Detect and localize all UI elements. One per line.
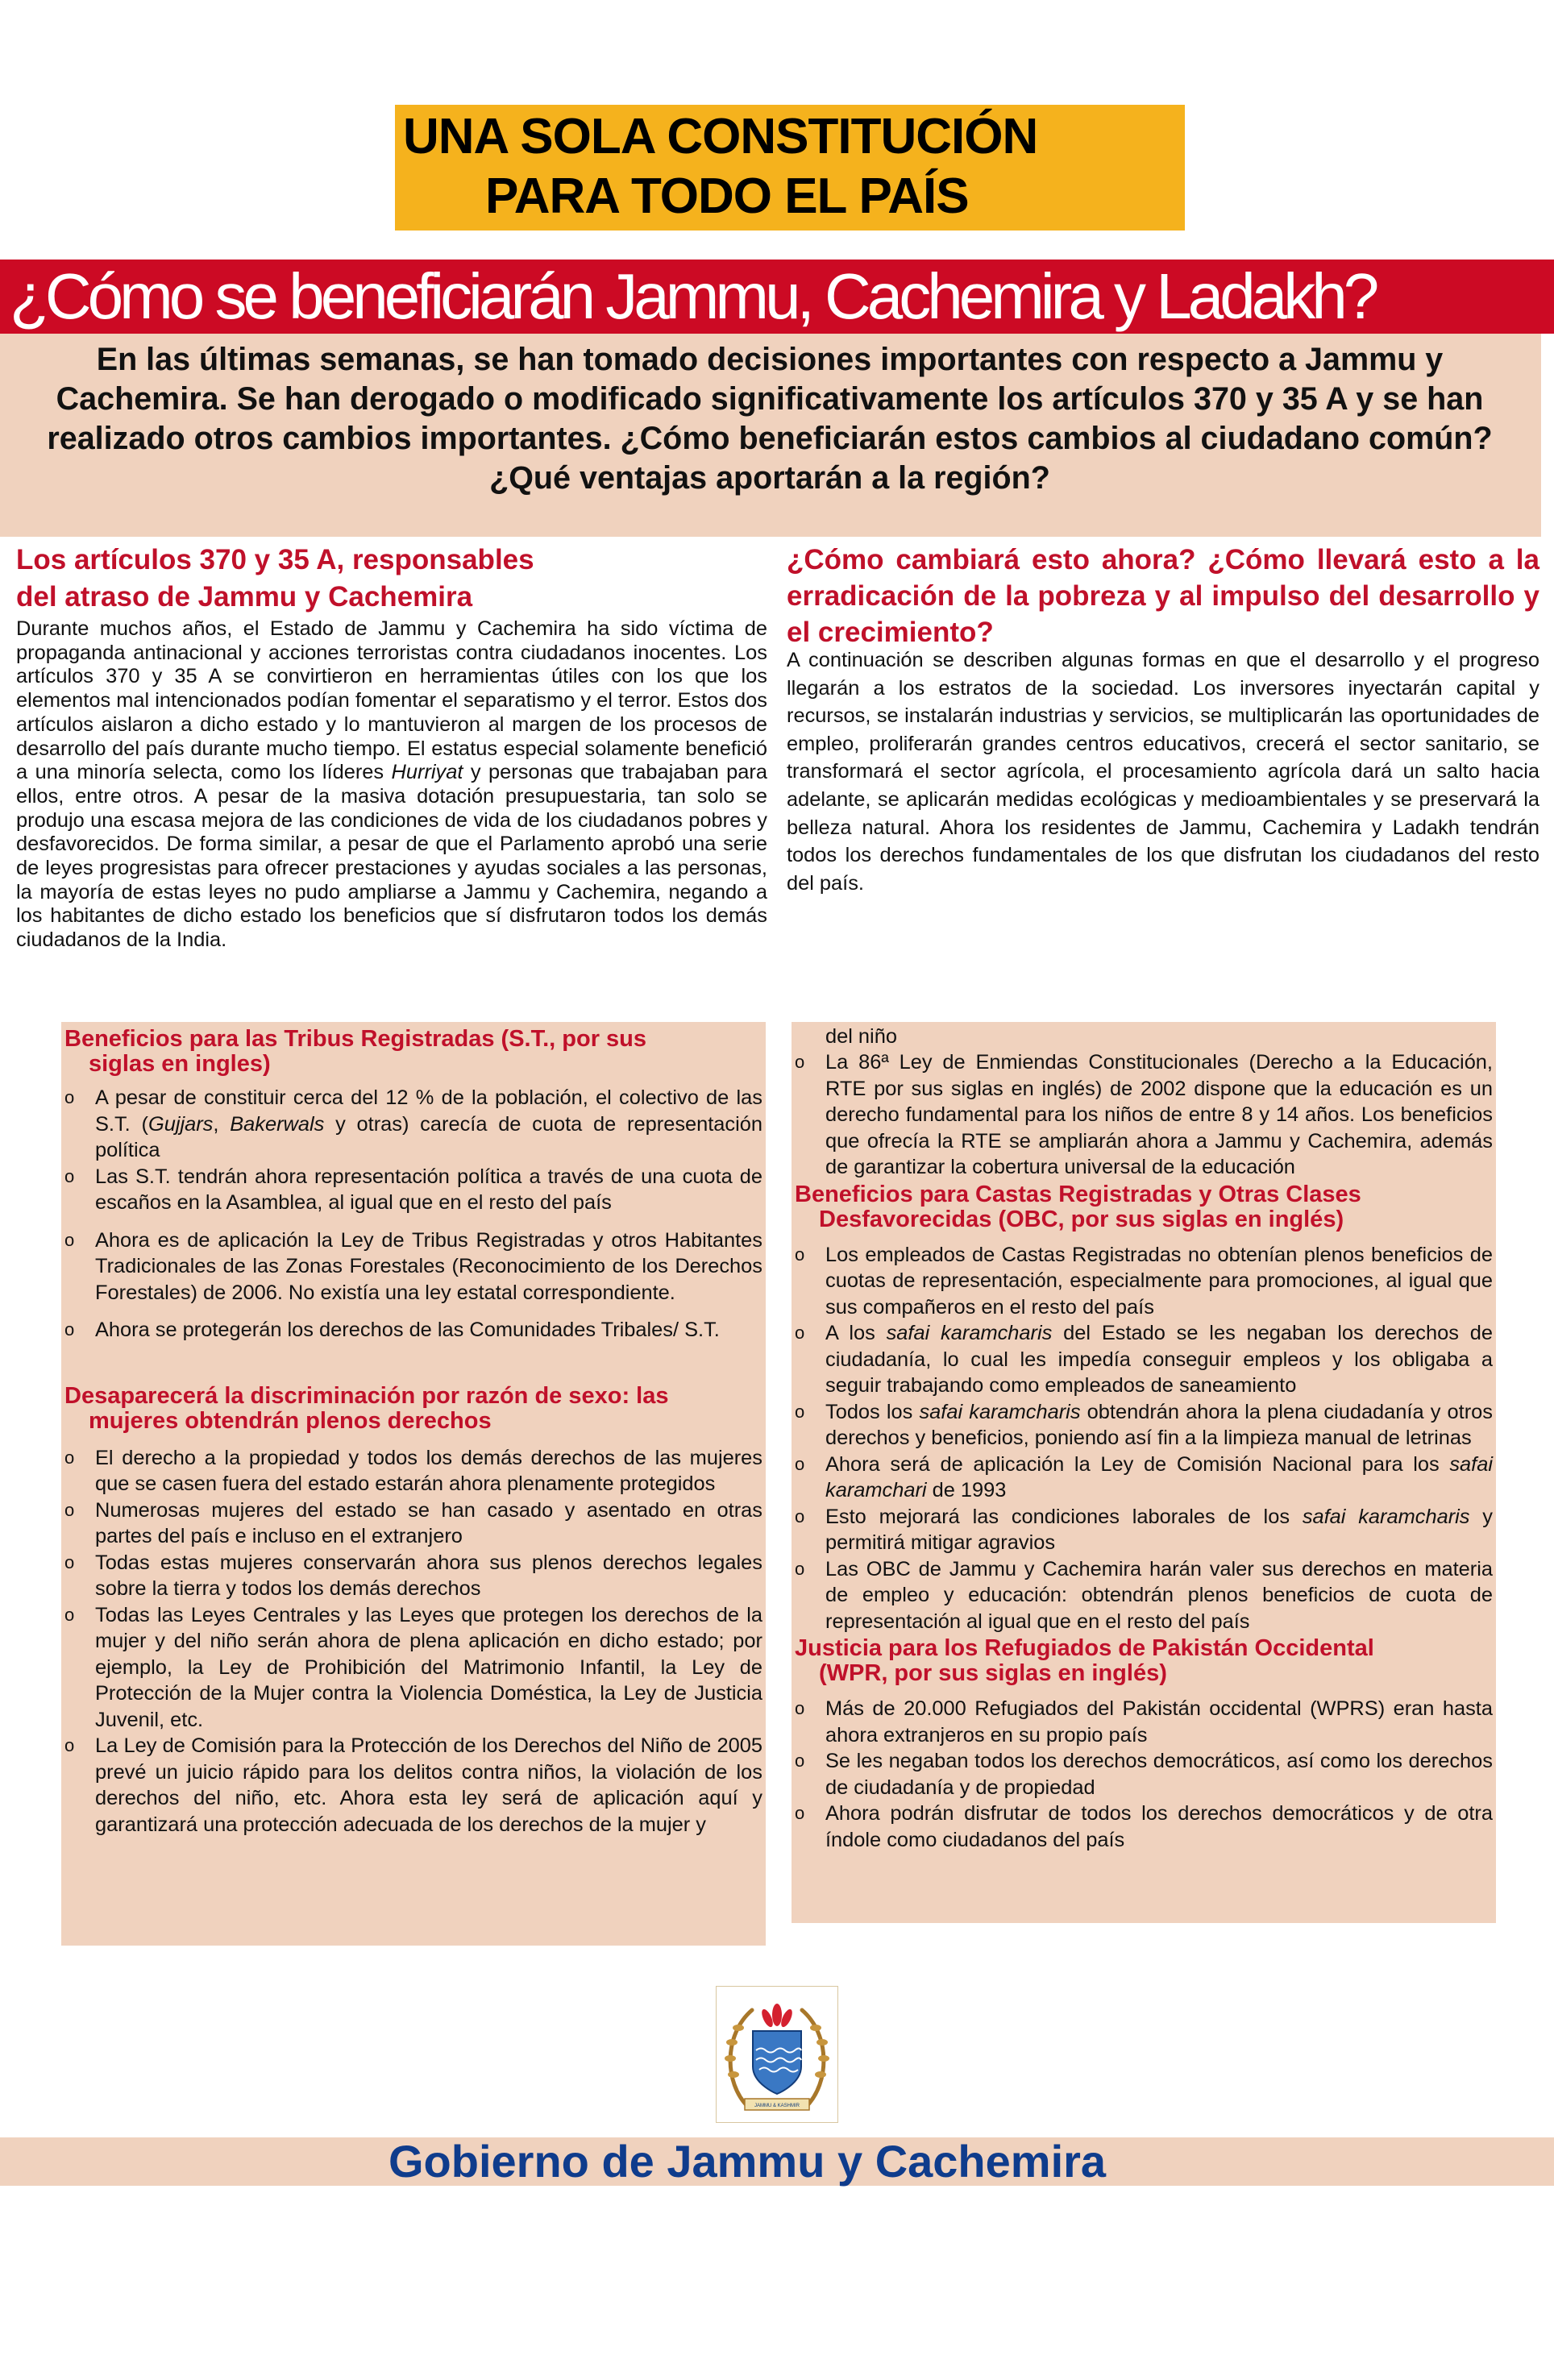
intro-panel xyxy=(0,334,1541,537)
gender-list xyxy=(64,1445,762,1838)
tribes-list xyxy=(64,1085,762,1344)
list-item: o Ahora es de aplicación la Ley de Tribus Registradas y otros Habitantes Tradicionales de las Zonas Forestales (Reconocimiento de los Derechos Forestales) de 2006. No existía una ley estatal correspondiente. xyxy=(64,1227,762,1306)
list-item: o Ahora podrán disfrutar de todos los derechos democráticos y de otra índole como ciudadanos del país xyxy=(795,1801,1493,1853)
list-item: o Esto mejorará las condiciones laborales de los safai karamcharis y permitirá mitigar agravios xyxy=(795,1504,1493,1556)
tribes-heading: Beneficios para las Tribus Registradas (S.T., por sus siglas en ingles) xyxy=(64,1026,647,1077)
right-body: A continuación se describen algunas formas en que el desarrollo y el progreso llegarán a los estratos de la sociedad. Los inversores inyectarán capital y recursos, se instalarán industrias y servicios, se multiplicarán las oportunidades de empleo, proliferarán grandes centros educativos, crecerá el sector sanitario, se transformará el sector agrícola, el procesamiento agrícola dará un salto hacia adelante, se aplicarán medidas ecológicas y medioambientales y se preservará la belleza natural. Ahora los residentes de Jammu, Cachemira y Ladakh tendrán todos los derechos fundamentales de los que disfrutan los ciudadanos del resto del país. xyxy=(787,649,1539,895)
left-heading-line-1: Los artículos 370 y 35 A, responsables xyxy=(16,544,534,575)
emblem-text: JAMMU & KASHMIR xyxy=(754,2104,800,2108)
intro-text: En las últimas semanas, se han tomado decisiones importantes con respecto a Jammu y Cachemira. Se han derogado o modificado significativamente los artículos 370 y 35 A y se han realizado otros cambios importantes. ¿Cómo beneficiarán estos cambios al ciudadano común? ¿Qué ventajas aportarán a la región? xyxy=(47,342,1493,496)
refugees-heading: Justicia para los Refugiados de Pakistán Occidental (WPR, por sus siglas en inglés) xyxy=(795,1635,1374,1686)
left-benefits-panel xyxy=(61,1022,766,1946)
list-item: o La Ley de Comisión para la Protección de los Derechos del Niño de 2005 prevé un juicio rápido para los delitos contra niños, la violación de los derechos del niño, etc. Ahora esta ley será de aplicación aquí y garantizará una protección adecuada de los derechos de la mujer y xyxy=(64,1733,762,1838)
education-list xyxy=(795,1049,1493,1181)
footer-band xyxy=(0,2137,1554,2186)
list-item: o Las S.T. tendrán ahora representación política a través de una cuota de escaños en la Asamblea, al igual que en el resto del país xyxy=(64,1164,762,1216)
title-box xyxy=(395,105,1185,231)
left-heading-line-2: del atraso de Jammu y Cachemira xyxy=(16,581,473,613)
castes-list xyxy=(795,1242,1493,1635)
castes-heading: Beneficios para Castas Registradas y Otras Clases Desfavorecidas (OBC, por sus siglas en inglés) xyxy=(795,1181,1361,1232)
list-item: o Más de 20.000 Refugiados del Pakistán occidental (WPRS) eran hasta ahora extranjeros en su propio país xyxy=(795,1696,1493,1748)
list-item: o A los safai karamcharis del Estado se les negaban los derechos de ciudadanía, lo cual les impedía conseguir empleos y los obligaba a seguir trabajando como empleados de saneamiento xyxy=(795,1320,1493,1399)
list-item: o Las OBC de Jammu y Cachemira harán valer sus derechos en materia de empleo y educación: obtendrán plenos beneficios de cuota de representación al igual que en el resto del país xyxy=(795,1556,1493,1635)
gender-heading: Desaparecerá la discriminación por razón de sexo: las mujeres obtendrán plenos derechos xyxy=(64,1382,669,1434)
list-item: o Todas estas mujeres conservarán ahora sus plenos derechos legales sobre la tierra y todos los demás derechos xyxy=(64,1550,762,1602)
list-item: o Se les negaban todos los derechos democráticos, así como los derechos de ciudadanía y de propiedad xyxy=(795,1748,1493,1801)
list-item: o Todos los safai karamcharis obtendrán ahora la plena ciudadanía y otros derechos y beneficios, poniendo así fin a la limpieza manual de letrinas xyxy=(795,1399,1493,1452)
list-item: o Todas las Leyes Centrales y las Leyes que protegen los derechos de la mujer y del niño serán ahora de plena aplicación en dicho estado; por ejemplo, la Ley de Prohibición del Matrimonio Infantil, la Ley de Protección de la Mujer contra la Violencia Doméstica, la Ley de Justicia Juvenil, etc. xyxy=(64,1602,762,1734)
list-item: o A pesar de constituir cerca del 12 % de la población, el colectivo de las S.T. (Gujjars, Bakerwals y otras) carecía de cuota de representación política xyxy=(64,1085,762,1164)
list-item: o Los empleados de Castas Registradas no obtenían plenos beneficios de cuotas de representación, especialmente para promociones, al igual que sus compañeros en el resto del país xyxy=(795,1242,1493,1321)
continued-text: del niño xyxy=(825,1025,897,1048)
government-name: Gobierno de Jammu y Cachemira xyxy=(388,2136,1107,2187)
list-item: o La 86ª Ley de Enmiendas Constitucionales (Derecho a la Educación, RTE por sus siglas en inglés) de 2002 dispone que la educación es un derecho fundamental para los niños de entre 8 y 14 años. Los beneficios que ofrecía la RTE se ampliarán ahora a Jammu y Cachemira, además de garantizar la cobertura universal de la educación xyxy=(795,1049,1493,1181)
title-line-2: PARA TODO EL PAÍS xyxy=(485,168,969,224)
list-item: o Numerosas mujeres del estado se han casado y asentado en otras partes del país e incluso en el extranjero xyxy=(64,1497,762,1550)
refugees-list xyxy=(795,1696,1493,1853)
right-benefits-panel xyxy=(792,1022,1496,1923)
subtitle-band xyxy=(0,260,1554,334)
list-item: o El derecho a la propiedad y todos los demás derechos de las mujeres que se casen fuera del estado estarán ahora plenamente protegidos xyxy=(64,1445,762,1497)
left-heading xyxy=(16,542,766,616)
right-heading: ¿Cómo cambiará esto ahora? ¿Cómo llevará esto a la erradicación de la pobreza y al impulso del desarrollo y el crecimiento? xyxy=(787,544,1539,648)
title-line-1: UNA SOLA CONSTITUCIÓN xyxy=(403,109,1038,164)
left-body: Durante muchos años, el Estado de Jammu y Cachemira ha sido víctima de propaganda antinacional y acciones terroristas contra ciudadanos inocentes. Los artículos 370 y 35 A se convirtieron en herramientas útiles con los que los elementos mal intencionados podían fomentar el separatismo y el terror. Estos dos artículos aislaron a dicho estado y lo mantuvieron al margen de los procesos de desarrollo del país durante mucho tiempo. El estatus especial solamente benefició a una minoría selecta, como los líderes Hurriyat y personas que trabajaban para ellos, entre otros. A pesar de la masiva dotación presupuestaria, tan solo se produjo una escasa mejora de las condiciones de vida de los ciudadanos pobres y desfavorecidos. De forma similar, a pesar de que el Parlamento aprobó una serie de leyes progresistas para ofrecer prestaciones y ayudas sociales a las personas, la mayoría de estas leyes no pudo ampliarse a Jammu y Cachemira, negando a los habitantes de dicho estado los beneficios que sí disfrutaron todos los demás ciudadanos de la India. xyxy=(16,617,767,952)
subtitle: ¿Cómo se beneficiarán Jammu, Cachemira y Ladakh? xyxy=(10,260,1376,332)
state-emblem-icon xyxy=(716,1986,838,2123)
list-item: o Ahora se protegerán los derechos de las Comunidades Tribales/ S.T. xyxy=(64,1317,762,1344)
list-item: o Ahora será de aplicación la Ley de Comisión Nacional para los safai karamchari de 1993 xyxy=(795,1452,1493,1504)
